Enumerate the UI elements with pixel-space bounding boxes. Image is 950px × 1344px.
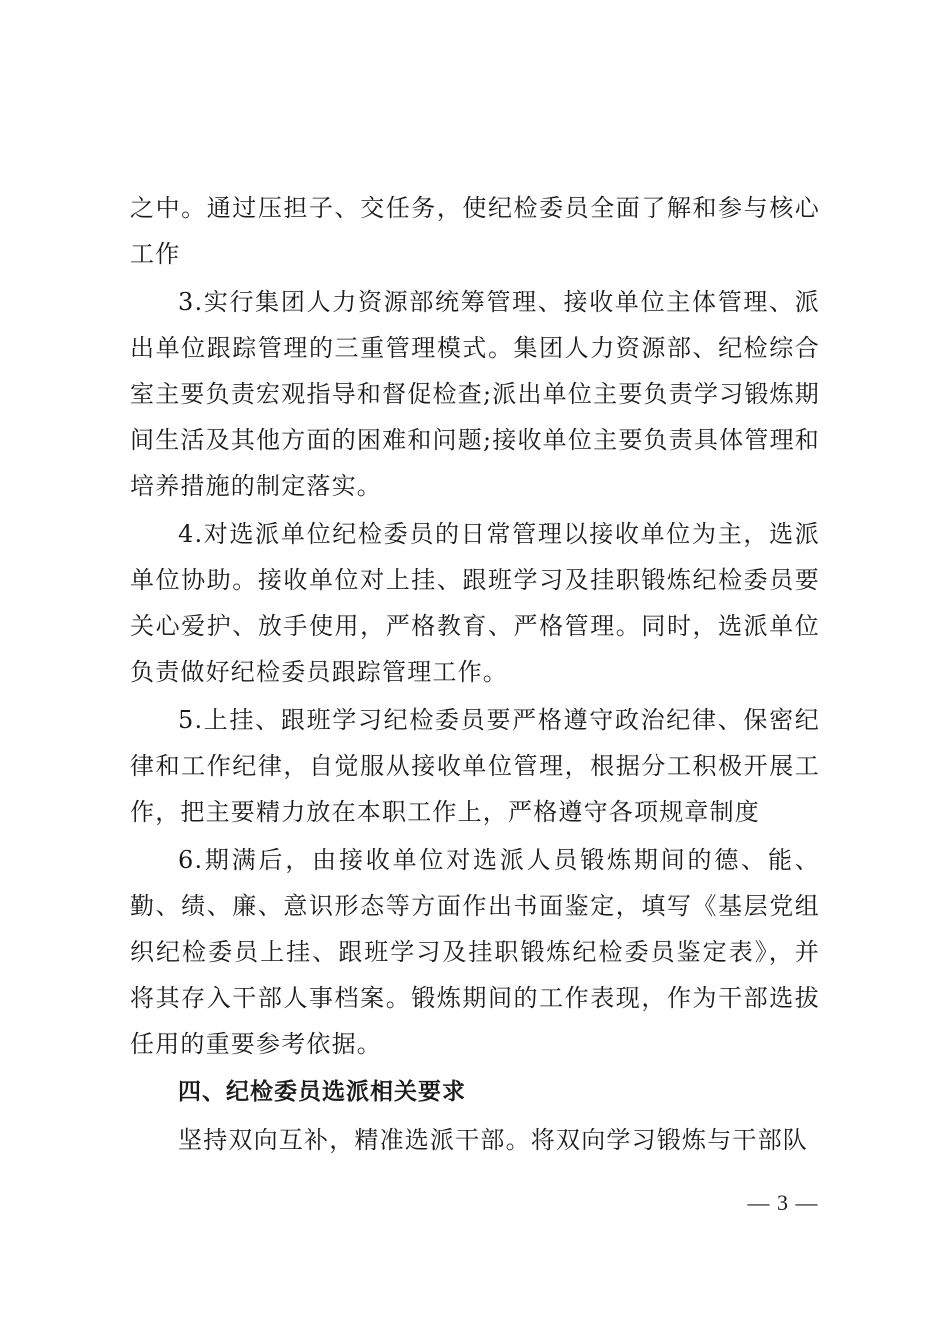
- paragraph-item-5: 5.上挂、跟班学习纪检委员要严格遵守政治纪律、保密纪律和工作纪律，自觉服从接收单位管理，根据分工积极开展工作，把主要精力放在本职工作上，严格遵守各项规章制度: [130, 706, 820, 826]
- paragraph-item-3: 3.实行集团人力资源部统筹管理、接收单位主体管理、派出单位跟踪管理的三重管理模式。集团人力资源部、纪检综合室主要负责宏观指导和督促检查;派出单位主要负责学习锻炼期间生活及其他方面的困难和问题;接收单位主要负责具体管理和培养措施的制定落实。: [130, 288, 820, 500]
- paragraph-continuation: 之中。通过压担子、交任务，使纪检委员全面了解和参与核心工作: [130, 194, 820, 268]
- page-number: — 3 —: [747, 1190, 819, 1215]
- paragraph-item-4: 4.对选派单位纪检委员的日常管理以接收单位为主，选派单位协助。接收单位对上挂、跟班学习及挂职锻炼纪检委员要关心爱护、放手使用，严格教育、严格管理。同时，选派单位负责做好纪检委员跟踪管理工作。: [130, 520, 820, 686]
- paragraph-item-6: 6.期满后，由接收单位对选派人员锻炼期间的德、能、勤、绩、廉、意识形态等方面作出书面鉴定，填写《基层党组织纪检委员上挂、跟班学习及挂职锻炼纪检委员鉴定表》，并将其存入干部人事档案。锻炼期间的工作表现，作为干部选拔任用的重要参考依据。: [130, 846, 820, 1058]
- paragraph-final: 坚持双向互补，精准选派干部。将双向学习锻炼与干部队: [178, 1126, 808, 1154]
- section-heading: 四、纪检委员选派相关要求: [178, 1079, 466, 1105]
- document-body: [130, 185, 820, 1163]
